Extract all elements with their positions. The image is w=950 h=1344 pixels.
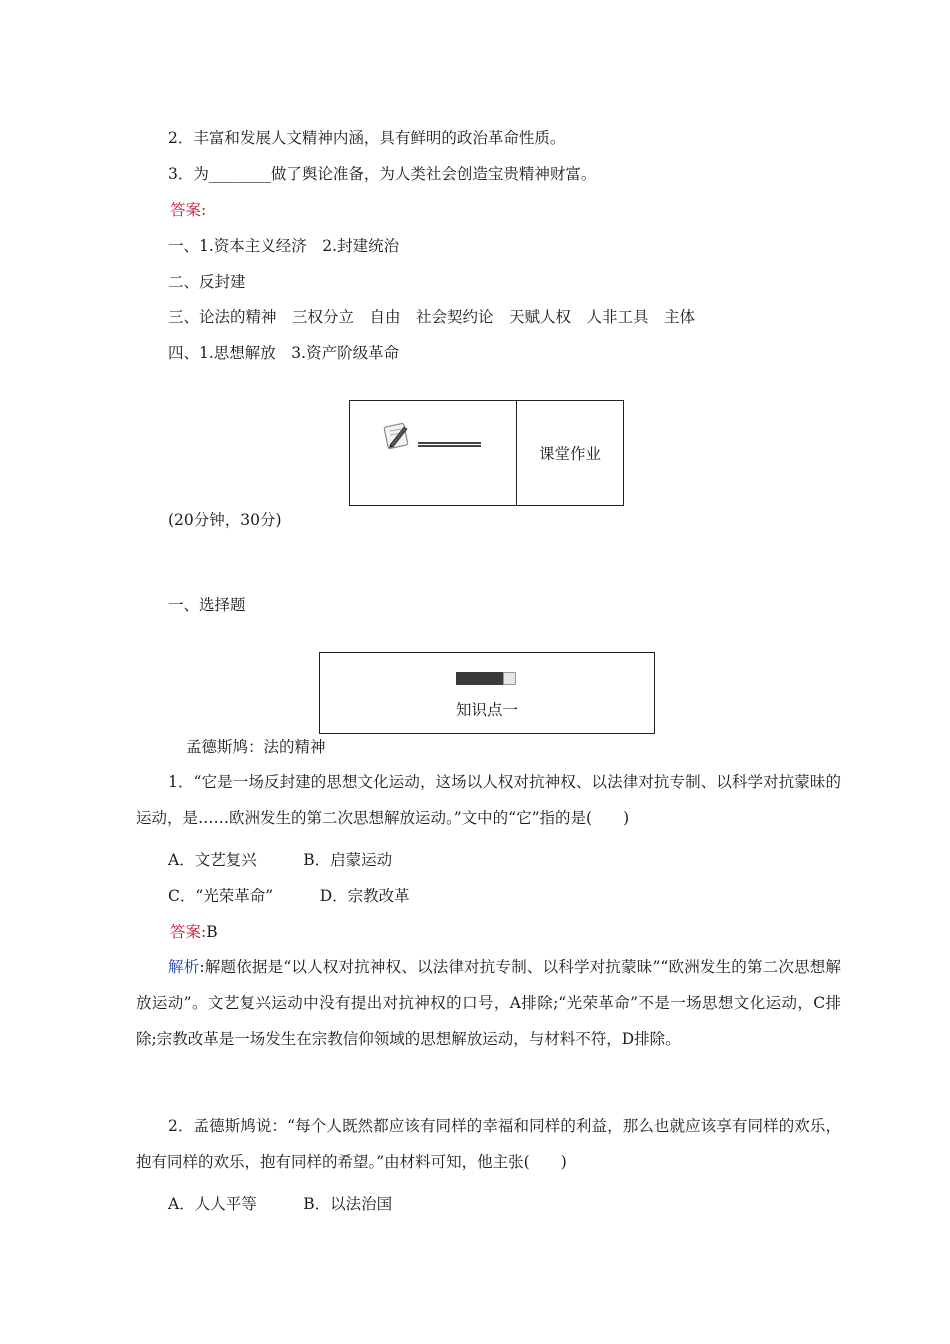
answer-label: 答案:	[170, 201, 207, 219]
q1-stem-text: 1．“它是一场反封建的思想文化运动，这场以人权对抗神权、以法律对抗专制、以科学对抗蒙昧的运动，是……欧洲发生的第二次思想解放运动。”文中的“它”指的是( )	[136, 773, 841, 827]
q1-answer	[170, 922, 218, 942]
topic-heading: 孟德斯鸠：法的精神	[186, 738, 326, 756]
answer-item-4: 四、1.思想解放 3.资产阶级革命	[168, 344, 400, 362]
homework-box-icon-cell	[350, 401, 517, 505]
title-rule	[418, 442, 481, 447]
question-1-stem	[136, 764, 841, 836]
q1-options-row-1: A．文艺复兴 B．启蒙运动	[168, 851, 393, 869]
knowledge-point-label: 知识点一	[455, 701, 518, 719]
q1-analysis-label: 解析	[168, 958, 200, 976]
q2-options-row-1: A．人人平等 B．以法治国	[168, 1195, 393, 1213]
answer-item-3: 三、论法的精神 三权分立 自由 社会契约论 天赋人权 人非工具 主体	[168, 308, 696, 326]
section-title: 一、选择题	[168, 596, 246, 614]
bar-light-segment	[503, 672, 516, 685]
bar-dark-segment	[456, 672, 503, 685]
q2-stem-text: 2．孟德斯鸠说：“每个人既然都应该有同样的幸福和同样的利益，那么也就应该享有同样的欢乐，抱有同样的欢乐，抱有同样的希望。”由材料可知，他主张( )	[136, 1117, 841, 1171]
answer-item-1: 一、1.资本主义经济 2.封建统治	[168, 237, 400, 255]
q1-options-row-2: C．“光荣革命” D．宗教改革	[168, 887, 410, 905]
homework-box	[349, 400, 624, 506]
knowledge-point-box	[319, 652, 655, 734]
q1-analysis	[136, 949, 841, 1057]
q1-answer-label: 答案:	[170, 923, 207, 941]
intro-line-2: 2．丰富和发展人文精神内涵，具有鲜明的政治革命性质。	[168, 129, 566, 147]
q1-analysis-text: :解题依据是“以人权对抗神权、以法律对抗专制、以科学对抗蒙昧”“欧洲发生的第二次思想解放运动”。文艺复兴运动中没有提出对抗神权的口号，A排除;“光荣革命”不是一场思想文化运动，C排除;宗教改革是一场发生在宗教信仰领域的思想解放运动，与材料不符，D排除。	[136, 958, 841, 1048]
answer-item-2: 二、反封建	[168, 273, 246, 291]
q1-answer-value: B	[206, 923, 218, 941]
pen-paper-icon	[380, 419, 412, 455]
question-2-stem	[136, 1108, 841, 1180]
time-note: (20分钟，30分)	[168, 511, 282, 529]
homework-title-cell	[517, 401, 623, 505]
intro-line-3: 3．为________做了舆论准备，为人类社会创造宝贵精神财富。	[168, 165, 597, 183]
homework-title: 课堂作业	[538, 445, 601, 463]
progress-bar-icon	[456, 672, 516, 685]
